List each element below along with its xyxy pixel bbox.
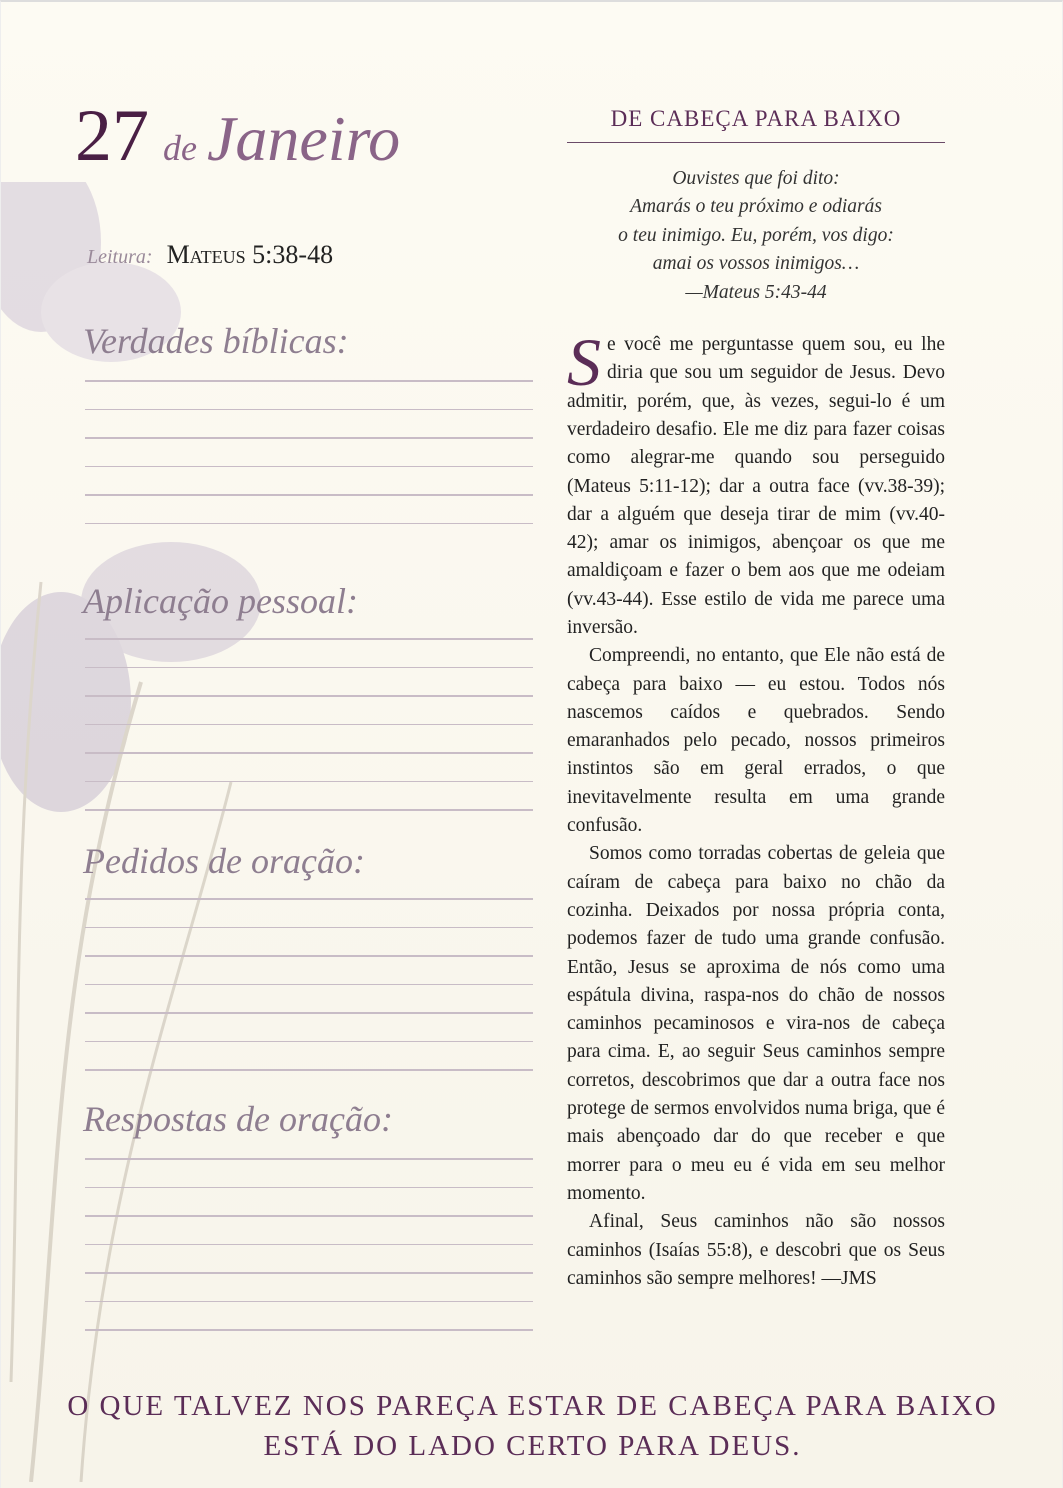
article-paragraph: Compreendi, no entanto, que Ele não está de cabeça para baixo — eu estou. Todos nós nascemos caídos e quebrados. Sendo emaranhados pelo pecado, nossos primeiros instintos são em geral errados, o que inevitavelmente resulta em uma grande confusão. (567, 645, 945, 837)
closing-thought (1, 1386, 1063, 1466)
article-paragraph (567, 324, 945, 642)
writing-line (85, 984, 533, 986)
writing-line (85, 898, 533, 900)
writing-line (85, 494, 533, 496)
writing-line (85, 1158, 533, 1160)
verse-reference: —Mateus 5:43-44 (685, 281, 827, 303)
writing-line (85, 1329, 533, 1331)
prayer-requests-writing-lines (85, 898, 533, 1098)
writing-line (85, 466, 533, 468)
writing-line (85, 752, 533, 754)
article-paragraph: Afinal, Seus caminhos não são nossos caminhos (Isaías 55:8), e descobri que os Seus caminhos são sempre melhores! —JMS (567, 1211, 945, 1289)
reading-reference (87, 240, 333, 270)
writing-line (85, 1272, 533, 1274)
prayer-answers-writing-lines (85, 1158, 533, 1358)
article-paragraph: Somos como torradas cobertas de geleia que caíram de cabeça para baixo no chão da cozinha. Deixados por nossa própria conta, podemos fazer de tudo uma grande confusão. Então, Jesus se aproxima de nós como uma espátula divina, raspa-nos do chão de nossos caminhos pecaminosos e vira-nos de cabeça para cima. E, ao seguir Seus caminhos sempre corretos, descobrimos que dar a outra face nos protege de sermos envolvidos numa briga, que é mais abençoado dar do que receber e que morrer para o meu eu é vida em seu melhor momento. (567, 843, 945, 1204)
date-month: Janeiro (206, 103, 401, 174)
writing-line (85, 1215, 533, 1217)
writing-line (85, 437, 533, 439)
prayer-answers-label: Respostas de oração: (83, 1099, 393, 1139)
article-body (567, 324, 945, 1293)
article-title: DE CABEÇA PARA BAIXO (567, 106, 945, 143)
writing-line (85, 409, 533, 411)
writing-line (85, 523, 533, 525)
date-de: de (163, 128, 197, 168)
prayer-requests-label: Pedidos de oração: (83, 841, 365, 881)
writing-line (85, 1041, 533, 1043)
writing-line (85, 1244, 533, 1246)
writing-line (85, 955, 533, 957)
writing-line (85, 1187, 533, 1189)
truths-writing-lines (85, 380, 533, 551)
truths-label: Verdades bíblicas: (83, 321, 349, 361)
key-verse (567, 165, 945, 307)
writing-line (85, 638, 533, 640)
verse-line: amai os vossos inimigos… (652, 253, 860, 275)
reading-label: Leitura: (87, 246, 153, 268)
date-day: 27 (75, 95, 149, 177)
writing-line (85, 667, 533, 669)
writing-line (85, 781, 533, 783)
application-writing-lines (85, 638, 533, 838)
writing-line (85, 380, 533, 382)
writing-line (85, 1069, 533, 1071)
paragraph-text: e você me perguntasse quem sou, eu lhe diria que sou um seguidor de Jesus. Devo admitir, porém, que, às vezes, segui-lo é um verdadeiro desafio. Ele me diz para fazer coisas como alegrar-me quando sou perseguido (Mateus 5:11-12); dar a outra face (vv.38-39); dar a alguém que deseja tirar de mim (vv.40-42); amar os inimigos, abençoar os que me amaldiçoam e fazer o bem aos que me odeiam (vv.43-44). Esse estilo de vida me parece uma inversão. (567, 334, 945, 638)
writing-line (85, 927, 533, 929)
writing-line (85, 695, 533, 697)
closing-thought-line: ESTÁ DO LADO CERTO PARA DEUS. (263, 1430, 802, 1462)
drop-cap: S (567, 324, 601, 401)
article-column (567, 106, 945, 1293)
verse-line: Amarás o teu próximo e odiarás (630, 196, 882, 218)
closing-thought-line: O QUE TALVEZ NOS PAREÇA ESTAR DE CABEÇA PARA BAIXO (67, 1390, 998, 1422)
reading-passage: Mateus 5:38-48 (166, 240, 334, 269)
application-label: Aplicação pessoal: (83, 581, 358, 621)
writing-line (85, 1301, 533, 1303)
verse-line: Ouvistes que foi dito: (672, 168, 840, 189)
date-heading (75, 94, 400, 179)
verse-line: o teu inimigo. Eu, porém, vos digo: (618, 224, 894, 246)
writing-line (85, 1012, 533, 1014)
writing-line (85, 809, 533, 811)
writing-line (85, 724, 533, 726)
